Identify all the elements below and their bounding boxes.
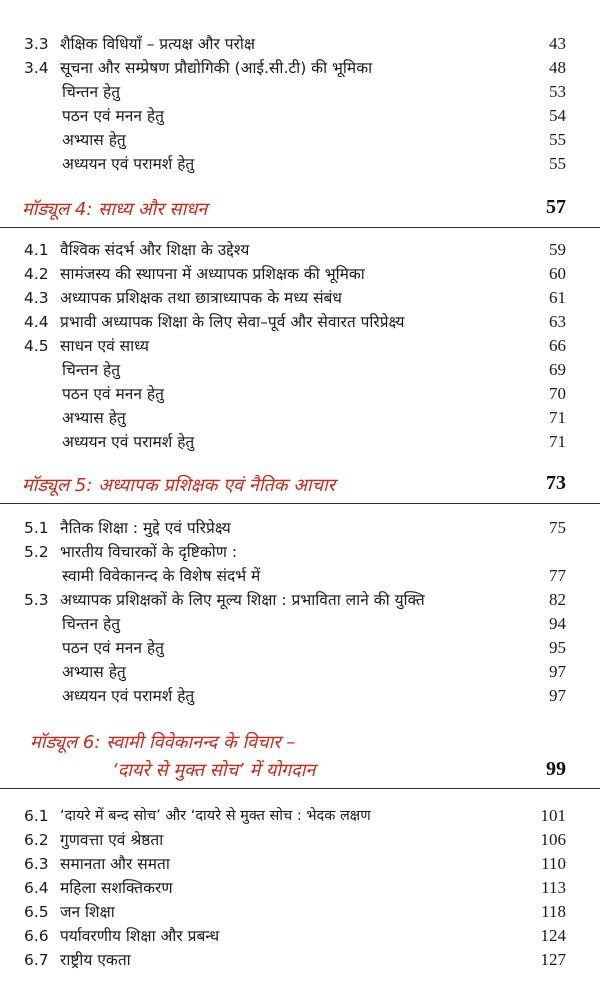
toc-entry[interactable]	[0, 310, 600, 334]
entry-page: 69	[549, 360, 566, 379]
entry-number: 5.3	[24, 591, 49, 609]
entry-title: साधन एवं साध्य	[60, 337, 149, 355]
toc-entry[interactable]	[0, 56, 600, 80]
entry-page: 66	[549, 336, 566, 355]
toc-entry[interactable]	[0, 660, 600, 684]
entry-title: सामंजस्य की स्थापना में अध्यापक प्रशिक्षक की भूमिका	[60, 265, 365, 283]
toc-entry[interactable]	[0, 80, 600, 104]
entry-page: 106	[540, 830, 566, 849]
toc-entry[interactable]	[0, 238, 600, 262]
entry-number: 4.2	[24, 265, 49, 283]
entry-number: 6.7	[24, 951, 49, 969]
entry-number: 4.1	[24, 241, 49, 259]
entry-number: 6.4	[24, 879, 49, 897]
entry-page: 94	[549, 614, 566, 633]
entry-number: 6.2	[24, 831, 49, 849]
toc-entry[interactable]	[0, 948, 600, 972]
entry-title: पठन एवं मनन हेतु	[62, 639, 164, 657]
entry-page: 55	[549, 130, 566, 149]
toc-entry[interactable]	[0, 564, 600, 588]
entry-title: पर्यावरणीय शिक्षा और प्रबन्ध	[60, 927, 220, 945]
entry-title: अभ्यास हेतु	[62, 409, 126, 427]
entry-number: 3.4	[24, 59, 49, 77]
module-page: 57	[546, 196, 566, 218]
entry-number: 4.4	[24, 313, 49, 331]
toc-entry[interactable]	[0, 924, 600, 948]
entry-title: अध्ययन एवं परामर्श हेतु	[62, 433, 195, 451]
entry-page: 118	[541, 902, 566, 921]
entry-page: 124	[540, 926, 566, 945]
entry-title: अभ्यास हेतु	[62, 131, 126, 149]
entry-number: 5.1	[24, 519, 49, 537]
entry-page: 71	[549, 432, 566, 451]
entry-title: भारतीय विचारकों के दृष्टिकोण :	[60, 543, 238, 561]
entry-page: 55	[549, 154, 566, 173]
module-5-heading[interactable]	[0, 469, 600, 504]
module-title: मॉड्यूल 4: साध्य और साधन	[22, 199, 208, 220]
toc-entry[interactable]	[0, 900, 600, 924]
module-page: 99	[546, 758, 566, 780]
entry-title: अध्ययन एवं परामर्श हेतु	[62, 155, 195, 173]
toc-entry[interactable]	[0, 32, 600, 56]
entry-title: अध्यापक प्रशिक्षकों के लिए मूल्य शिक्षा : प्रभाविता लाने की युक्ति	[60, 591, 425, 609]
toc-entry[interactable]	[0, 382, 600, 406]
entry-page: 101	[540, 806, 566, 825]
entry-title: प्रभावी अध्यापक शिक्षा के लिए सेवा–पूर्व और सेवारत परिप्रेक्ष्य	[60, 313, 405, 331]
entry-number: 3.3	[24, 35, 49, 53]
entry-title: अध्ययन एवं परामर्श हेतु	[62, 687, 195, 705]
entry-title: वैश्विक संदर्भ और शिक्षा के उद्देश्य	[60, 241, 250, 259]
entry-page: 59	[549, 240, 566, 259]
module-title-line-1: मॉड्यूल 6: स्वामी विवेकानन्द के विचार –	[30, 732, 296, 753]
entry-page: 97	[549, 662, 566, 681]
toc-entry[interactable]	[0, 152, 600, 176]
entry-page: 43	[549, 34, 566, 53]
entry-title: अभ्यास हेतु	[62, 663, 126, 681]
toc-entry[interactable]	[0, 516, 600, 540]
module-page: 73	[546, 472, 566, 494]
toc-entry[interactable]	[0, 540, 600, 564]
entry-page: 82	[549, 590, 566, 609]
entry-title: समानता और समता	[60, 855, 170, 873]
toc-entry[interactable]	[0, 852, 600, 876]
toc-entry[interactable]	[0, 104, 600, 128]
entry-page: 95	[549, 638, 566, 657]
entry-title: चिन्तन हेतु	[62, 361, 121, 379]
entry-page: 77	[549, 566, 566, 585]
module-4-heading[interactable]	[0, 193, 600, 228]
entry-number: 4.5	[24, 337, 49, 355]
toc-entry[interactable]	[0, 286, 600, 310]
entry-page: 127	[540, 950, 566, 969]
entry-number: 5.2	[24, 543, 49, 561]
entry-number: 6.3	[24, 855, 49, 873]
entry-title: गुणवत्ता एवं श्रेष्ठता	[60, 831, 164, 849]
toc-entry[interactable]	[0, 804, 600, 828]
entry-title: शैक्षिक विधियाँ – प्रत्यक्ष और परोक्ष	[60, 35, 256, 53]
toc-entry[interactable]	[0, 828, 600, 852]
toc-entry[interactable]	[0, 684, 600, 708]
entry-title: राष्ट्रीय एकता	[60, 951, 131, 969]
entry-page: 53	[549, 82, 566, 101]
toc-entry[interactable]	[0, 128, 600, 152]
entry-page: 113	[541, 878, 566, 897]
entry-number: 6.1	[24, 807, 49, 825]
entry-title: महिला सशक्तिकरण	[60, 879, 173, 897]
entry-number: 6.6	[24, 927, 49, 945]
toc-entry[interactable]	[0, 262, 600, 286]
entry-title: नैतिक शिक्षा : मुद्दे एवं परिप्रेक्ष्य	[60, 519, 231, 537]
toc-entry[interactable]	[0, 876, 600, 900]
entry-title: ‘दायरे में बन्द सोच’ और ‘दायरे से मुक्त सोच : भेदक लक्षण	[60, 808, 371, 824]
module-title-line-2: ‘दायरे से मुक्त सोच’ में योगदान	[112, 760, 316, 781]
entry-page: 61	[549, 288, 566, 307]
entry-page: 60	[549, 264, 566, 283]
module-6-heading[interactable]	[0, 728, 600, 789]
entry-page: 54	[549, 106, 566, 125]
entry-title: चिन्तन हेतु	[62, 615, 121, 633]
entry-title: जन शिक्षा	[60, 903, 115, 921]
entry-page: 110	[541, 854, 566, 873]
entry-title: स्वामी विवेकानन्द के विशेष संदर्भ में	[62, 567, 261, 585]
toc-entry[interactable]	[0, 358, 600, 382]
entry-page: 71	[549, 408, 566, 427]
toc-entry[interactable]	[0, 430, 600, 454]
entry-page: 97	[549, 686, 566, 705]
entry-title: पठन एवं मनन हेतु	[62, 385, 164, 403]
toc-entry[interactable]	[0, 588, 600, 612]
entry-page: 70	[549, 384, 566, 403]
toc-entry[interactable]	[0, 612, 600, 636]
entry-page: 63	[549, 312, 566, 331]
entry-title: पठन एवं मनन हेतु	[62, 107, 164, 125]
toc-entry[interactable]	[0, 334, 600, 358]
entry-page: 75	[549, 518, 566, 537]
entry-title: अध्यापक प्रशिक्षक तथा छात्राध्यापक के मध्य संबंध	[60, 289, 342, 307]
entry-number: 6.5	[24, 903, 49, 921]
entry-page: 48	[549, 58, 566, 77]
entry-title: चिन्तन हेतु	[62, 83, 121, 101]
entry-number: 4.3	[24, 289, 49, 307]
toc-entry[interactable]	[0, 406, 600, 430]
entry-title: सूचना और सम्प्रेषण प्रौद्योगिकी (आई.सी.टी) की भूमिका	[60, 59, 373, 77]
module-title: मॉड्यूल 5: अध्यापक प्रशिक्षक एवं नैतिक आचार	[22, 475, 336, 496]
toc-entry[interactable]	[0, 636, 600, 660]
